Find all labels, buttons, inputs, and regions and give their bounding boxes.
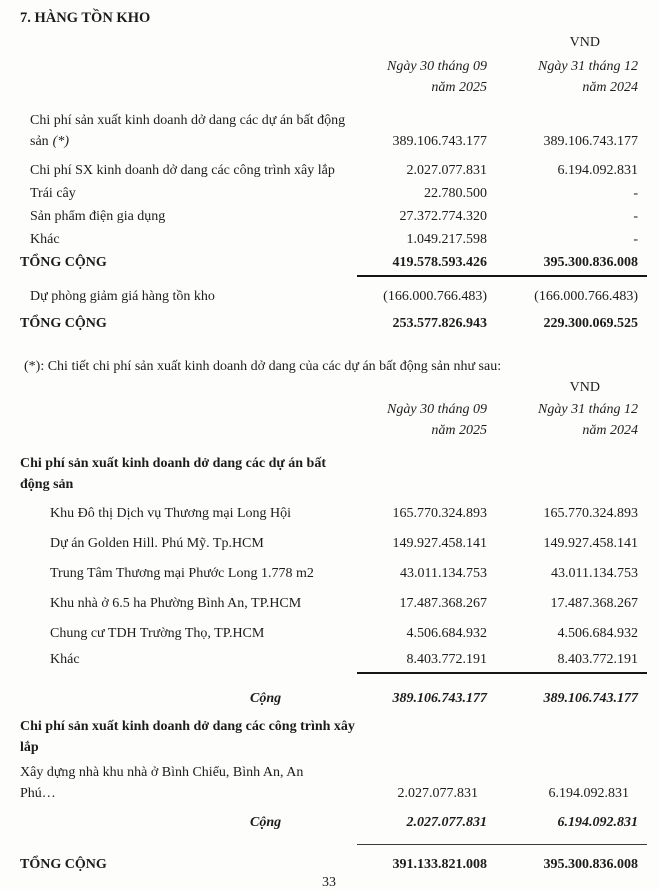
row-value-col1: 17.487.368.267: [399, 596, 487, 611]
currency-label: VND: [569, 380, 600, 395]
col1-header-line2: năm 2025: [431, 423, 487, 438]
row-label: Xây dựng nhà khu nhà ở Bình Chiểu, Bình An, An Phú…: [20, 765, 304, 801]
row-value-col2: 165.770.324.893: [543, 506, 638, 521]
table-row: [20, 503, 638, 525]
column-headers: [20, 56, 638, 98]
table-row: [20, 110, 638, 152]
row-label-text: Chi phí sản xuất kinh doanh dở dang các dự án bất động sản: [30, 113, 346, 149]
horizontal-rule: [357, 275, 647, 277]
row-value-col2: -: [633, 209, 638, 224]
row-value-col1: 2.027.077.831: [406, 163, 487, 178]
section-title: 7. HÀNG TỒN KHO: [20, 10, 151, 26]
total-value-col2: 229.300.069.525: [543, 316, 638, 331]
row-value-col2: -: [633, 186, 638, 201]
table-row: [20, 160, 638, 182]
table-row: [20, 623, 638, 645]
col1-header-line2: năm 2025: [431, 80, 487, 95]
col2-header-line1: Ngày 31 tháng 12: [538, 402, 638, 417]
row-value-col1: 389.106.743.177: [392, 134, 487, 149]
page-number: 33: [322, 875, 336, 889]
row-label: Dự án Golden Hill. Phú Mỹ. Tp.HCM: [50, 536, 264, 551]
col2-header-line1: Ngày 31 tháng 12: [538, 59, 638, 74]
row-label: Chi phí SX kinh doanh dở dang các công trình xây lắp: [30, 163, 335, 178]
grand-total-row: [20, 854, 638, 876]
grand-total-label: TỔNG CỘNG: [20, 857, 107, 872]
total-row: [20, 252, 638, 274]
group-heading: Chi phí sản xuất kinh doanh dở dang các công trình xây lắp: [20, 719, 355, 755]
row-value-col2: (166.000.766.483): [534, 289, 638, 304]
total-row: [20, 313, 638, 335]
row-value-col1: 149.927.458.141: [392, 536, 487, 551]
grand-total-value-col1: 391.133.821.008: [392, 857, 487, 872]
subtotal-value-col1: 2.027.077.831: [406, 815, 487, 830]
col1-header-line1: Ngày 30 tháng 09: [387, 402, 487, 417]
subtotal-value-col2: 389.106.743.177: [543, 691, 638, 706]
row-label: Khác: [30, 232, 60, 247]
table-row: [20, 533, 638, 555]
table-row: [20, 563, 638, 585]
col1-header-line1: Ngày 30 tháng 09: [387, 59, 487, 74]
group-heading: Chi phí sản xuất kinh doanh dở dang các dự án bất động sản: [20, 456, 326, 492]
row-label: Khu Đô thị Dịch vụ Thương mại Long Hội: [50, 506, 292, 521]
table-row: [20, 229, 638, 251]
col2-header: [487, 56, 638, 98]
subtotal-value-col1: 389.106.743.177: [392, 691, 487, 706]
row-value-col2: 17.487.368.267: [550, 596, 638, 611]
row-value-col2: 389.106.743.177: [543, 134, 638, 149]
row-label: Trái cây: [30, 186, 76, 201]
row-value-col2: 149.927.458.141: [543, 536, 638, 551]
subtotal-label: Cộng: [250, 691, 282, 706]
row-label: Trung Tâm Thương mại Phước Long 1.778 m2: [50, 566, 314, 581]
column-headers: [20, 399, 638, 441]
table-row: [20, 649, 638, 671]
table-row: [20, 183, 638, 205]
row-value-col1: 27.372.774.320: [399, 209, 487, 224]
total-label: TỔNG CỘNG: [20, 255, 107, 270]
row-label: Khác: [50, 652, 80, 667]
total-value-col1: 253.577.826.943: [392, 316, 487, 331]
row-value-col1: 1.049.217.598: [406, 232, 487, 247]
subtotal-row: [20, 812, 638, 834]
total-label: TỔNG CỘNG: [20, 316, 107, 331]
row-value-col1: 165.770.324.893: [392, 506, 487, 521]
row-value-col1: 43.011.134.753: [400, 566, 487, 581]
footnote-text: (*): Chi tiết chi phí sản xuất kinh doanh dở dang của các dự án bất động sản như sau:: [24, 359, 502, 374]
row-label: Khu nhà ở 6.5 ha Phường Bình An, TP.HCM: [50, 596, 302, 611]
row-value-col2: 6.194.092.831: [548, 786, 629, 801]
total-value-col1: 419.578.593.426: [392, 255, 487, 270]
row-value-col2: 4.506.684.932: [557, 626, 638, 641]
horizontal-rule: [357, 672, 647, 674]
table-row: [20, 593, 638, 615]
row-label: Sản phẩm điện gia dụng: [30, 209, 166, 224]
row-value-col2: -: [633, 232, 638, 247]
currency-label: VND: [569, 35, 600, 50]
col2-header-line2: năm 2024: [582, 423, 638, 438]
subtotal-label: Cộng: [250, 815, 282, 830]
table-row: [20, 762, 638, 804]
table-row: [20, 206, 638, 228]
col2-header-line2: năm 2024: [582, 80, 638, 95]
subtotal-label-cell: [20, 688, 357, 710]
row-label: [20, 110, 357, 152]
col2-header: [487, 399, 638, 441]
col1-header: [357, 56, 487, 98]
row-value-col2: 6.194.092.831: [557, 163, 638, 178]
provision-row: [20, 286, 638, 308]
grand-total-value-col2: 395.300.836.008: [543, 857, 638, 872]
subtotal-value-col2: 6.194.092.831: [557, 815, 638, 830]
row-value-col2: 43.011.134.753: [551, 566, 638, 581]
footnote-marker: (*): [52, 134, 69, 149]
subtotal-row: [20, 688, 638, 710]
horizontal-rule: [357, 844, 647, 845]
row-label: Chung cư TDH Trường Thọ, TP.HCM: [50, 626, 265, 641]
total-value-col2: 395.300.836.008: [543, 255, 638, 270]
row-value-col1: (166.000.766.483): [383, 289, 487, 304]
row-value-col1: 8.403.772.191: [406, 652, 487, 667]
subtotal-label-cell: [20, 812, 357, 834]
row-value-col1: 4.506.684.932: [406, 626, 487, 641]
row-value-col1: 22.780.500: [424, 186, 487, 201]
row-label: Dự phòng giảm giá hàng tồn kho: [30, 289, 215, 304]
col1-header: [357, 399, 487, 441]
row-value-col2: 8.403.772.191: [557, 652, 638, 667]
row-value-col1: 2.027.077.831: [397, 786, 478, 801]
